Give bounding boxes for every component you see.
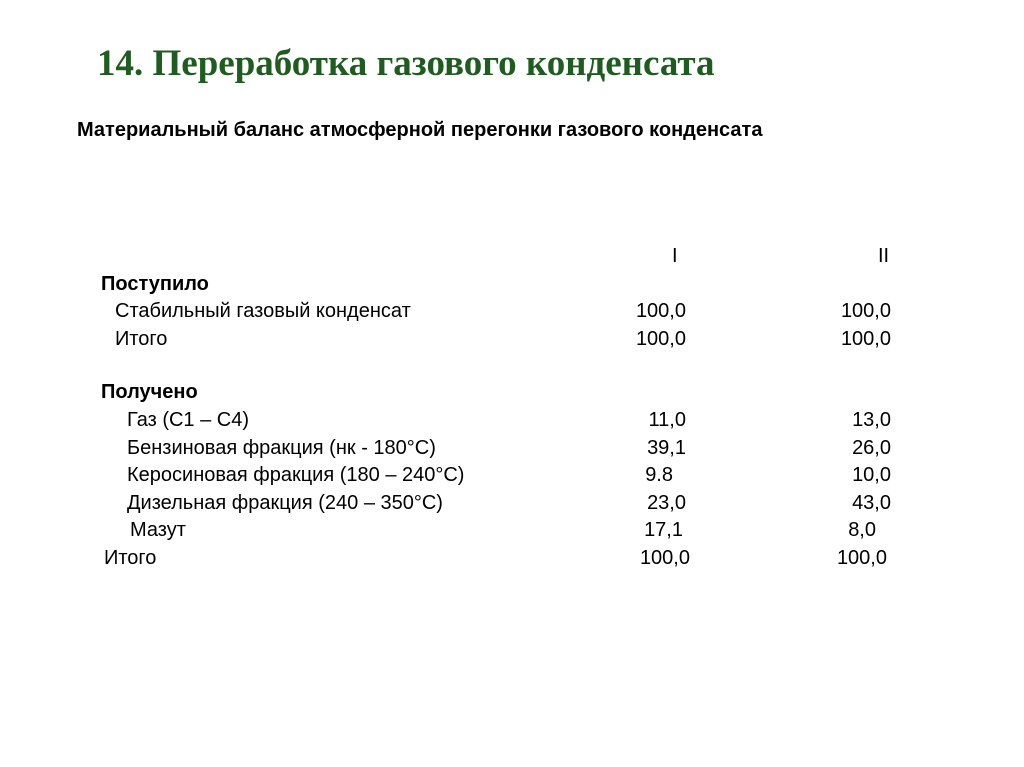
- row-value-i: 23,0: [647, 492, 686, 514]
- row-value-i: 17,1: [644, 519, 683, 541]
- row-value-ii: 26,0: [852, 437, 891, 459]
- row-value-ii: 100,0: [840, 328, 891, 350]
- row-label: Стабильный газовый конденсат: [115, 300, 411, 322]
- total-value-ii: 100,0: [836, 547, 887, 569]
- row-label: Керосиновая фракция (180 – 240°С): [127, 464, 465, 486]
- row-value-i: 100,0: [635, 300, 686, 322]
- row-label: Дизельная фракция (240 – 350°С): [127, 492, 443, 514]
- total-value-i: 100,0: [639, 547, 690, 569]
- slide-title: 14. Переработка газового конденсата: [97, 43, 715, 84]
- row-label: Мазут: [130, 519, 186, 541]
- row-label: Бензиновая фракция (нк - 180°С): [127, 437, 436, 459]
- section-heading-obtained: Получено: [101, 381, 198, 403]
- row-value-ii: 100,0: [840, 300, 891, 322]
- row-value-i: 11,0: [648, 409, 686, 431]
- row-value-ii: 13,0: [852, 409, 891, 431]
- row-value-ii: 8,0: [848, 519, 876, 541]
- row-value-ii: 10,0: [852, 464, 891, 486]
- total-label: Итого: [104, 547, 157, 569]
- row-value-ii: 43,0: [852, 492, 891, 514]
- column-header-i: I: [672, 245, 678, 267]
- row-value-i: 39,1: [647, 437, 686, 459]
- row-label: Газ (С1 – С4): [127, 409, 250, 431]
- row-label: Итого: [115, 328, 168, 350]
- section-heading-received: Поступило: [101, 273, 209, 295]
- row-value-i: 100,0: [635, 328, 686, 350]
- table-subtitle: Материальный баланс атмосферной перегонки газового конденсата: [77, 119, 763, 141]
- row-value-i: 9.8: [645, 464, 673, 486]
- column-header-ii: II: [878, 245, 890, 267]
